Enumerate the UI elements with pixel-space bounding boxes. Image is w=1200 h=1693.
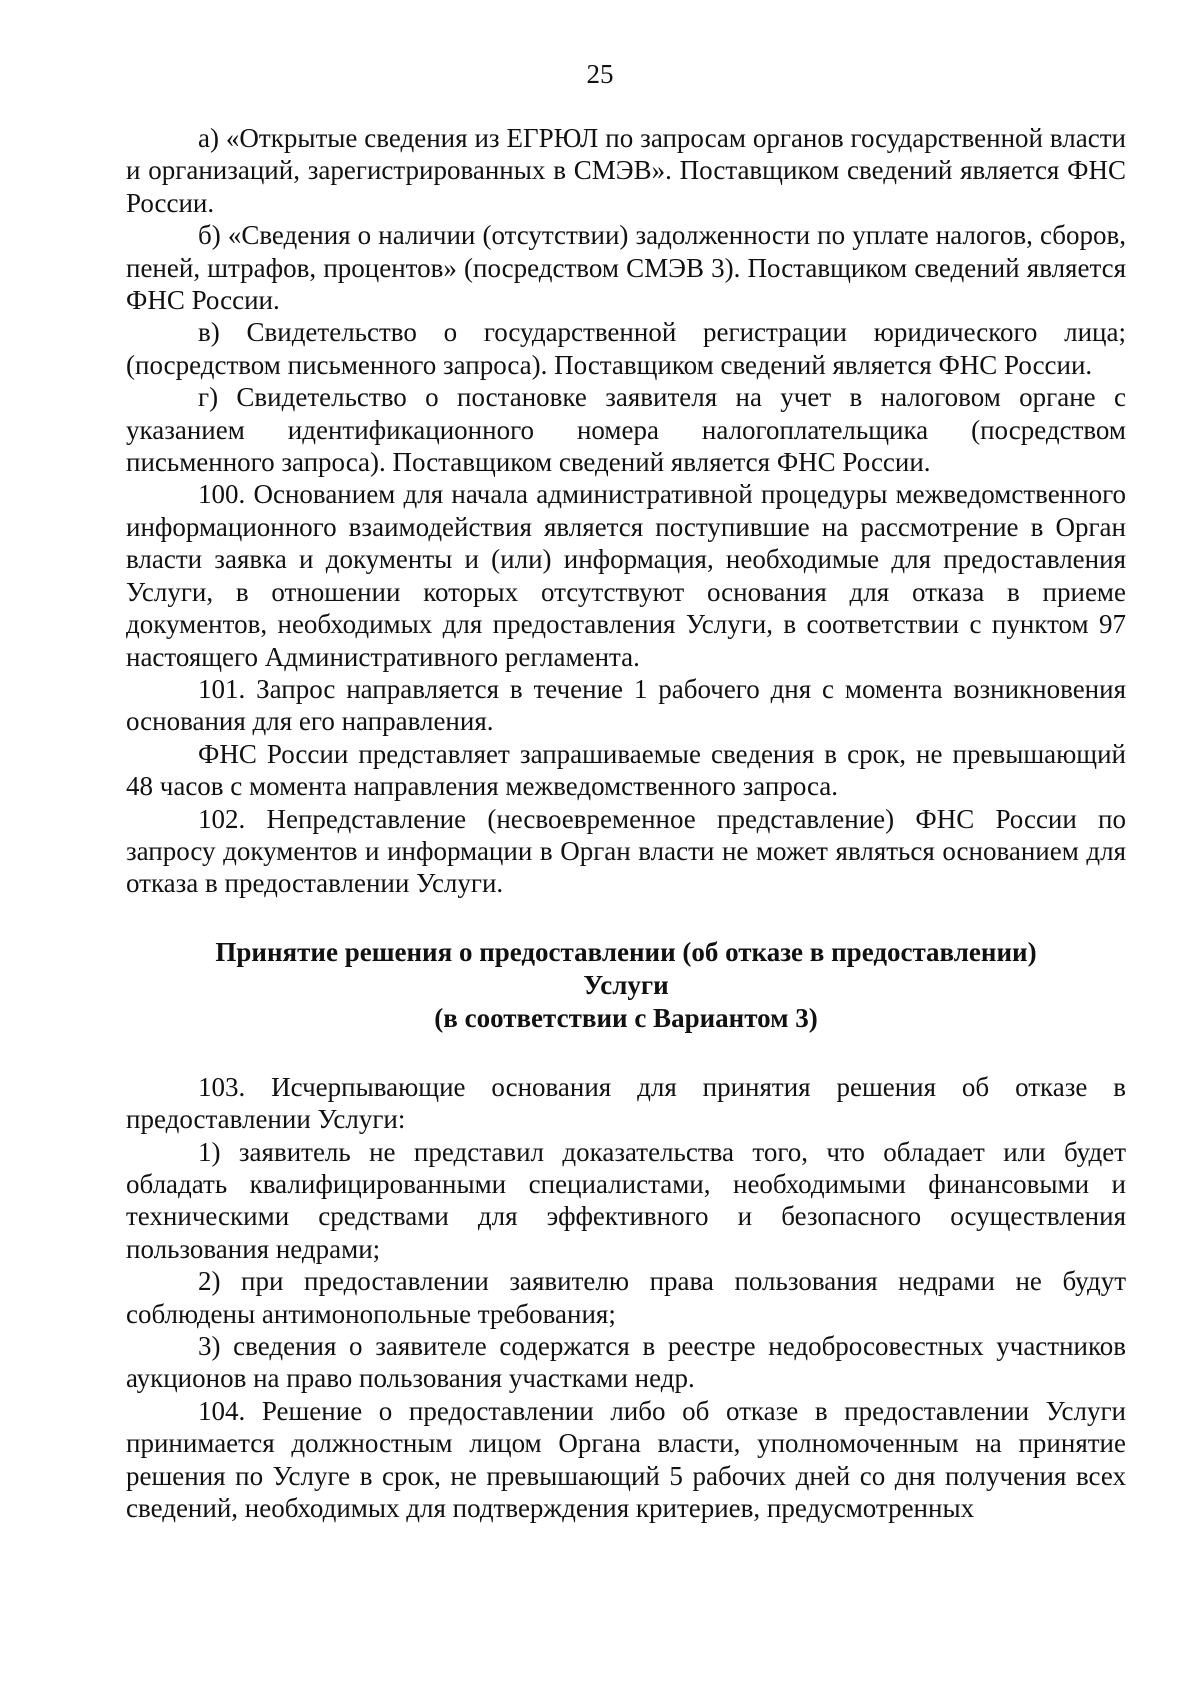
- page-number: 25: [586, 59, 614, 89]
- paragraph-104: 104. Решение о предоставлении либо об отказе в предоставлении Услуги принимается должностным лицом Органа власти, уполномоченным на принятие решения по Услуге в срок, не превышающий 5 рабочих дней со дня получения всех сведений, необходимых для подтверждения критериев, предусмотренных: [126, 1395, 1126, 1524]
- paragraph-fns: ФНС России представляет запрашиваемые сведения в срок, не превышающий 48 часов с момента направления межведомственного запроса.: [126, 738, 1126, 802]
- section-heading-line-1: Принятие решения о предоставлении (об отказе в предоставлении): [215, 936, 1037, 967]
- paragraph-103-item-3: 3) сведения о заявителе содержатся в реестре недобросовестных участников аукционов на право пользования участками недр.: [126, 1331, 1126, 1394]
- paragraph-103-item-2: 2) при предоставлении заявителю права пользования недрами не будут соблюдены антимонопольные требования;: [126, 1266, 1126, 1329]
- paragraph-103: 103. Исчерпывающие основания для принятия решения об отказе в предоставлении Услуги:: [126, 1071, 1126, 1135]
- paragraph-102: 102. Непредставление (несвоевременное представление) ФНС России по запросу документов и информации в Орган власти не может являться основанием для отказа в предоставлении Услуги.: [126, 803, 1126, 899]
- paragraph-g: г) Свидетельство о постановке заявителя на учет в налоговом органе с указанием идентификационного номера налогоплательщика (посредством письменного запроса). Поставщиком сведений является ФНС России.: [126, 382, 1126, 478]
- paragraph-103-item-1: 1) заявитель не представил доказательства того, что обладает или будет обладать квалифицированными специалистами, необходимыми финансовыми и техническими средствами для эффективного и безопасного осуществления пользования недрами;: [126, 1136, 1126, 1264]
- paragraph-101: 101. Запрос направляется в течение 1 рабочего дня с момента возникновения основания для его направления.: [126, 673, 1126, 737]
- paragraph-100: 100. Основанием для начала административной процедуры межведомственного информационного взаимодействия является поступившие на рассмотрение в Орган власти заявка и документы и (или) информация, необходимые для предоставления Услуги, в отношении которых отсутствуют основания для отказа в приеме документов, необходимых для предоставления Услуги, в соответствии с пунктом 97 настоящего Административного регламента.: [126, 479, 1126, 672]
- section-heading-line-2: Услуги: [583, 969, 669, 1000]
- paragraph-a: а) «Открытые сведения из ЕГРЮЛ по запросам органов государственной власти и организаций, зарегистрированных в СМЭВ». Поставщиком сведений является ФНС России.: [126, 123, 1126, 218]
- paragraph-b: б) «Сведения о наличии (отсутствии) задолженности по уплате налогов, сборов, пеней, штрафов, процентов» (посредством СМЭВ 3). Поставщиком сведений является ФНС России.: [126, 220, 1126, 316]
- document-body: [126, 122, 1126, 1524]
- section-heading: [126, 936, 1126, 1035]
- paragraph-v: в) Свидетельство о государственной регистрации юридического лица; (посредством письменного запроса). Поставщиком сведений является ФНС России.: [126, 317, 1126, 380]
- section-heading-line-3: (в соответствии с Вариантом 3): [434, 1002, 818, 1033]
